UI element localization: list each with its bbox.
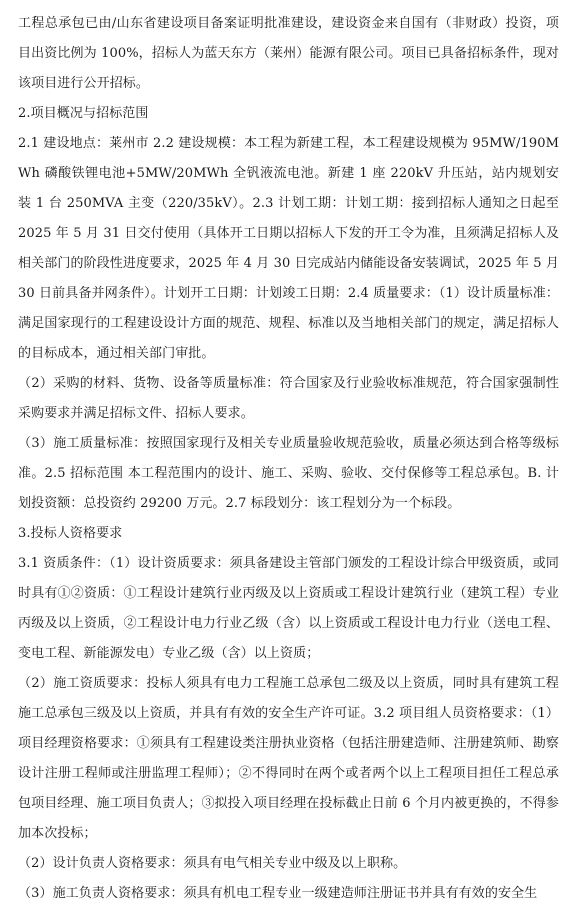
procurement-quality-paragraph: （2）采购的材料、货物、设备等质量标准：符合国家及行业验收标准规范，符合国家强制性采购要求并满足招标文件、招标人要求。 [18, 376, 559, 421]
project-overview-paragraph: 2.1 建设地点：莱州市 2.2 建设规模：本工程为新建工程，本工程建设规模为 95MW/190MWh 磷酸铁锂电池+5MW/20MWh 全钒液流电池。新建 1 座 220kV 升压站，站内规划安装 1 台 250MVA 主变（220/35kV）。2.3 计划工期：计划工期：接到招标人通知之日起至 2025 年 5 月 31 日交付使用（具体开工日期以招标人下发的开工令为准，且须满足招标人及相关部门的阶段性进度要求，2025 年 4 月 30 日完成站内储能设备安装调试，2025 年 5 月 30 日前具备并网条件）。计划开工日期：计划竣工日期：2.4 质量要求：（1）设计质量标准：满足国家现行的工程建设设计方面的规范、规程、标准以及当地相关部门的规定，满足招标人的目标成本，通过相关部门审批。 [18, 136, 559, 361]
design-lead-paragraph: （2）设计负责人资格要求：须具有电气相关专业中级及以上职称。 [18, 856, 407, 871]
construction-qualification-paragraph: （2）施工资质要求：投标人须具有电力工程施工总承包二级及以上资质，同时具有建筑工程施工总承包三级及以上资质，并具有有效的安全生产许可证。3.2 项目组人员资格要求：（1）项目经理资格要求：①须具有工程建设类注册执业资格（包括注册建造师、注册建筑师、勘察设计注册工程师或注册监理工程师）；②不得同时在两个或者两个以上工程项目担任工程总承包项目经理、施工项目负责人；③拟投入项目经理在投标截止日前 6 个月内被更换的，不得参加本次投标； [18, 676, 559, 841]
construction-quality-paragraph: （3）施工质量标准：按照国家现行及相关专业质量验收规范验收，质量必须达到合格等级标准。2.5 招标范围 本工程范围内的设计、施工、采购、验收、交付保修等工程总承包。B. 计划投资额：总投资约 29200 万元。2.7 标段划分：该工程划分为一个标段。 [18, 436, 559, 511]
design-qualification-paragraph: 3.1 资质条件：（1）设计资质要求：须具备建设主管部门颁发的工程设计综合甲级资质，或同时具有①②资质：①工程设计建筑行业丙级及以上资质或工程设计建筑行业（建筑工程）专业丙级及以上资质，②工程设计电力行业乙级（含）以上资质或工程设计电力行业（送电工程、变电工程、新能源发电）专业乙级（含）以上资质； [18, 556, 559, 661]
section-heading-bidder-qualifications: 3.投标人资格要求 [18, 526, 123, 541]
intro-paragraph: 工程总承包已由/山东省建设项目备案证明批准建设，建设资金来自国有（非财政）投资，项目出资比例为 100%，招标人为蓝天东方（莱州）能源有限公司。项目已具备招标条件，现对该项目进行公开招标。 [18, 16, 559, 91]
construction-lead-paragraph: （3）施工负责人资格要求：须具有机电工程专业一级建造师注册证书并具有有效的安全生 [18, 886, 538, 901]
section-heading-project-overview: 2.项目概况与招标范围 [18, 106, 149, 121]
